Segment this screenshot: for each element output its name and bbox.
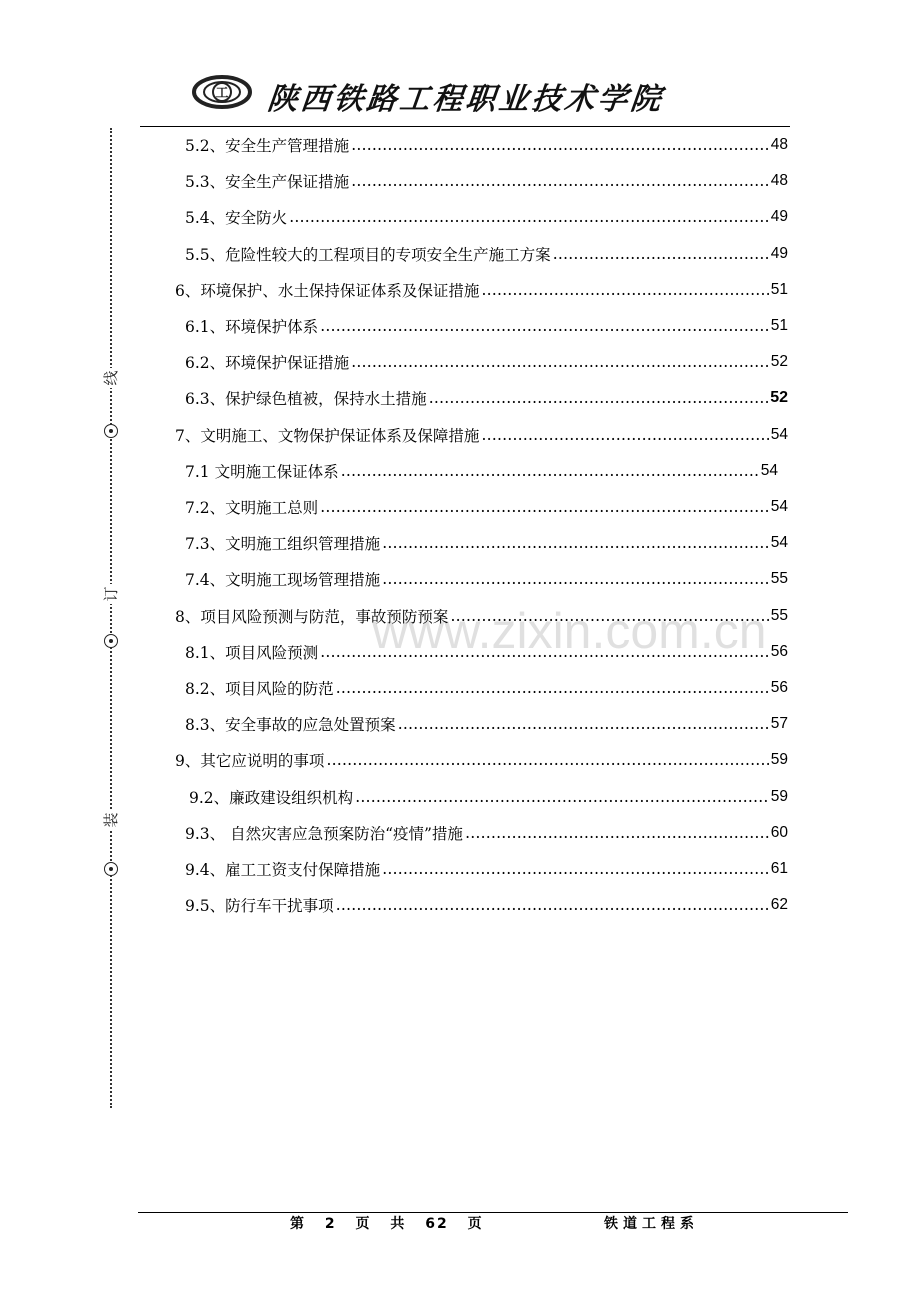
toc-dot-leader [429, 389, 769, 407]
toc-dot-leader [553, 245, 769, 263]
toc-entry-page: 48 [770, 136, 788, 153]
svg-text:工: 工 [215, 86, 229, 101]
toc-entry[interactable] [185, 456, 778, 486]
toc-entry[interactable] [185, 564, 788, 594]
page-header [140, 60, 788, 122]
toc-entry-title: 9.5、防行车干扰事项 [185, 897, 334, 916]
toc-entry[interactable] [175, 275, 788, 305]
toc-entry-title: 5.5、危险性较大的工程项目的专项安全生产施工方案 [185, 245, 551, 264]
toc-entry[interactable] [185, 528, 788, 558]
toc-dot-leader [336, 679, 769, 697]
toc-dot-leader [382, 570, 769, 588]
toc-entry-page: 54 [760, 461, 778, 479]
toc-dot-leader [481, 281, 768, 299]
toc-entry[interactable] [185, 166, 788, 196]
toc-entry-title: 5.3、安全生产保证措施 [185, 173, 350, 192]
binding-label-bind: 装 [101, 810, 121, 830]
toc-entry[interactable] [175, 420, 788, 450]
toc-entry[interactable] [185, 637, 788, 667]
toc-dot-leader [336, 896, 769, 914]
header-divider [140, 126, 790, 127]
toc-entry-title: 7.1 文明施工保证体系 [185, 462, 339, 481]
toc-entry[interactable] [189, 782, 788, 812]
toc-entry[interactable] [185, 130, 788, 160]
toc-entry-page: 55 [770, 606, 788, 624]
toc-entry-page: 54 [770, 498, 788, 515]
toc-entry-page: 59 [770, 751, 788, 769]
toc-entry-title: 8.2、项目风险的防范 [185, 680, 334, 698]
toc-entry-title: 6.1、环境保护体系 [185, 318, 319, 336]
toc-entry[interactable] [185, 383, 788, 413]
toc-dot-leader [465, 824, 769, 842]
toc-entry-page: 49 [770, 244, 788, 262]
toc-dot-leader [481, 426, 768, 444]
school-logo-icon [192, 70, 252, 114]
toc-entry-title: 9.4、雇工工资支付保障措施 [185, 861, 381, 879]
toc-dot-leader [382, 860, 769, 878]
toc-entry-title: 9.2、廉政建设组织机构 [189, 788, 354, 807]
binding-circle-icon [101, 424, 121, 438]
school-name: 陕西铁路工程职业技术学院 [265, 82, 666, 117]
toc-entry[interactable] [185, 311, 788, 341]
toc-entry[interactable] [185, 347, 788, 377]
page-number: 第 2 页 共 62 页 [290, 1216, 484, 1232]
toc-entry[interactable] [185, 890, 788, 920]
toc-dot-leader [351, 172, 769, 190]
binding-label-staple: 订 [101, 584, 121, 604]
toc-entry-page: 54 [770, 534, 788, 552]
toc-entry-page: 54 [770, 425, 788, 443]
toc-dot-leader [289, 208, 769, 226]
toc-entry-title: 7.3、文明施工组织管理措施 [185, 535, 381, 554]
toc-entry-title: 6、环境保护、水土保持保证体系及保证措施 [175, 281, 480, 300]
toc-entry-page: 57 [770, 715, 788, 733]
toc-entry[interactable] [185, 202, 788, 232]
binding-dotted-line [110, 128, 112, 1108]
toc-entry[interactable] [185, 492, 788, 522]
watermark: www.zixin.com.cn [372, 603, 767, 659]
toc-dot-leader [320, 498, 769, 516]
toc-entry-page: 51 [770, 280, 788, 298]
toc-dot-leader [450, 607, 768, 625]
toc-entry[interactable] [185, 709, 788, 739]
toc-dot-leader [351, 136, 769, 154]
toc-dot-leader [355, 788, 769, 806]
toc-entry-page: 52 [770, 389, 788, 407]
toc-entry-page: 55 [770, 570, 788, 588]
toc-entry-title: 7.4、文明施工现场管理措施 [185, 571, 381, 590]
toc-entry-title: 9.3、 自然灾害应急预案防治“疫情”措施 [185, 824, 463, 843]
toc-dot-leader [326, 751, 768, 769]
toc-dot-leader [351, 353, 769, 371]
toc-entry-title: 7、文明施工、文物保护保证体系及保障措施 [175, 426, 480, 445]
toc-entry-title: 6.2、环境保护保证措施 [185, 354, 350, 373]
toc-entry[interactable] [175, 601, 788, 631]
toc-entry-title: 8.3、安全事故的应急处置预案 [185, 716, 396, 735]
toc-entry-page: 51 [770, 317, 788, 334]
toc-entry[interactable] [175, 745, 788, 775]
toc-entry[interactable] [185, 239, 788, 269]
toc-entry[interactable] [185, 818, 788, 848]
toc-entry-page: 48 [770, 172, 788, 190]
toc-entry-title: 6.3、保护绿色植被，保持水土措施 [185, 390, 427, 409]
binding-circle-icon [101, 862, 121, 876]
toc-dot-leader [382, 534, 769, 552]
toc-dot-leader [320, 643, 769, 661]
binding-circle-icon [101, 634, 121, 648]
toc-dot-leader [398, 715, 769, 733]
binding-label-line: 线 [101, 368, 121, 388]
toc-entry-page: 56 [770, 679, 788, 696]
toc-entry-title: 5.4、安全防火 [185, 209, 288, 228]
toc-entry-page: 49 [770, 208, 788, 226]
toc-entry-title: 9、其它应说明的事项 [175, 752, 325, 771]
toc-entry-page: 60 [770, 823, 788, 841]
toc-entry-page: 62 [770, 896, 788, 914]
toc-entry-page: 52 [770, 353, 788, 371]
toc-entry[interactable] [185, 673, 788, 703]
toc-entry-page: 59 [770, 787, 788, 805]
toc-entry[interactable] [185, 854, 788, 884]
toc-entry-title: 5.2、安全生产管理措施 [185, 137, 350, 155]
toc-dot-leader [341, 462, 759, 480]
binding-margin [100, 128, 122, 1108]
toc-entry-title: 8、项目风险预测与防范，事故预防预案 [175, 607, 449, 626]
department-name: 铁道工程系 [604, 1216, 699, 1232]
page-footer [290, 1213, 750, 1233]
toc-entry-title: 7.2、文明施工总则 [185, 499, 319, 517]
toc-entry-page: 56 [770, 642, 788, 660]
toc-dot-leader [320, 317, 769, 335]
toc-entry-page: 61 [770, 860, 788, 877]
toc-entry-title: 8.1、项目风险预测 [185, 643, 319, 662]
